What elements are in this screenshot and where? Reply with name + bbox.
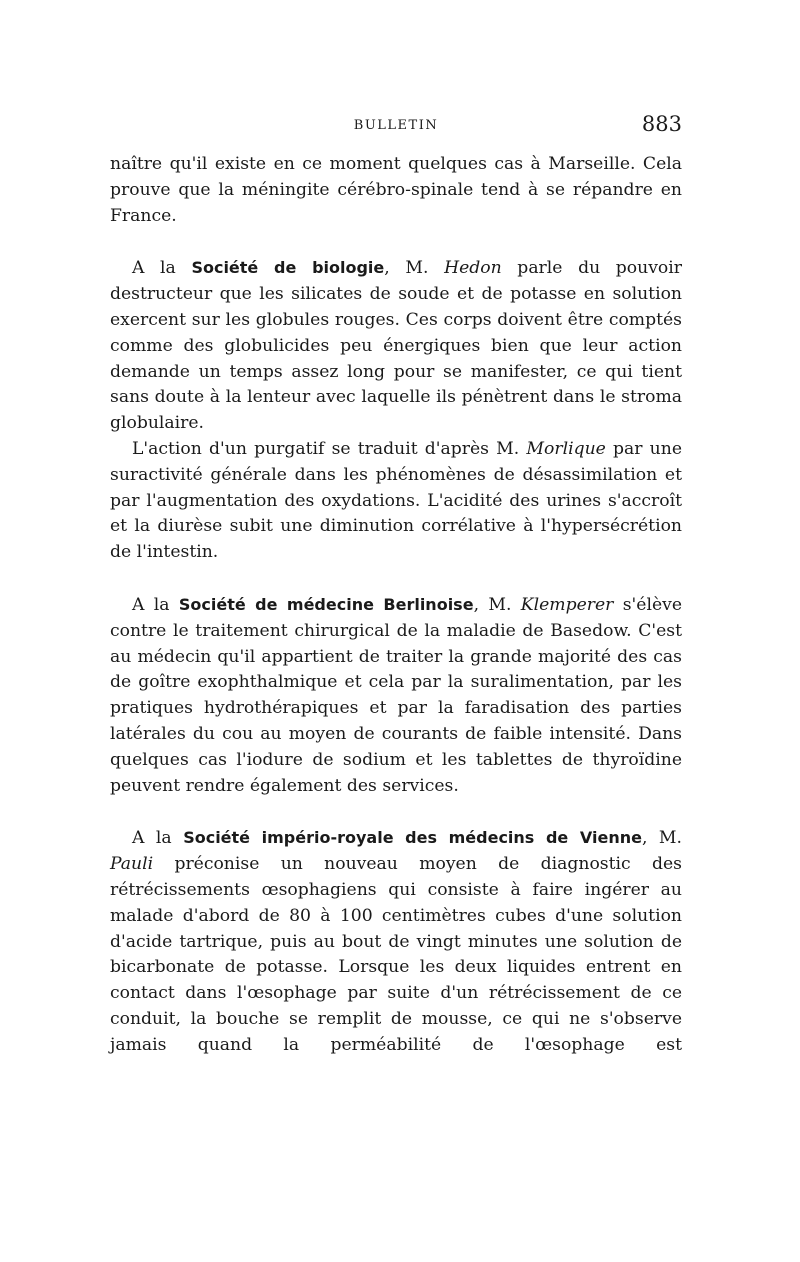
- person-name: Hedon: [444, 258, 502, 279]
- paragraph-societe-berlinoise: A la Société de médecine Berlinoise, M. Klemperer s'élève contre le traitement chirurgical de la maladie de Basedow. C'est au médecin qu'il appartient de traiter la grande majorité des cas de goître exophthalmique et cela par la suralimentation, par les pratiques hydrothérapiques et par la faradisation des parties latérales du cou au moyen de courants de faible intensité. Dans quelques cas l'iodure de sodium et les tablettes de thyroïdine peuvent rendre également des services.: [110, 594, 683, 796]
- page-body: [110, 152, 682, 1059]
- society-name: Société de biologie: [191, 258, 385, 278]
- person-name: Morlique: [526, 438, 606, 459]
- person-name: Pauli: [110, 854, 154, 875]
- paragraph-societe-biologie: A la Société de biologie, M. Hedon parle du pouvoir destructeur que les silicates de soude et de potasse en solution exercent sur les globules rouges. Ces corps doivent être comptés comme des globulicides peu énergiques bien que leur action demande un temps assez long pour se manifester, ce qui tient sans doute à la lenteur avec laquelle ils pénètrent dans le stroma globulaire.: [110, 258, 682, 434]
- page-number: 883: [641, 112, 682, 136]
- running-title: BULLETIN: [353, 118, 439, 133]
- society-name: Société império-royale des médecins de Vienne: [183, 828, 642, 848]
- person-name: Klemperer: [520, 594, 614, 615]
- society-name: Société de médecine Berlinoise: [178, 594, 474, 614]
- paragraph-purgatif: L'action d'un purgatif se traduit d'après M. Morlique par une suractivité générale dans les phénomènes de désassimilation et par l'augmentation des oxydations. L'acidité des urines s'accroît et la diurèse subit une diminution corrélative à l'hypersécrétion de l'intestin.: [110, 438, 682, 563]
- paragraph-meningitis: naître qu'il existe en ce moment quelques cas à Marseille. Cela prouve que la méningite cérébro-spinale tend à se répandre en France.: [110, 154, 682, 226]
- page-header: [110, 112, 682, 142]
- paragraph-societe-vienne: A la Société império-royale des médecins de Vienne, M. Pauli préconise un nouveau moyen de diagnostic des rétrécissements œsophagiens qui consiste à faire ingérer au malade d'abord de 80 à 100 centimètres cubes d'une solution d'acide tartrique, puis au bout de vingt minutes une solution de bicarbonate de potasse. Lorsque les deux liquides entrent en contact dans l'œsophage par suite d'un rétrécissement de ce conduit, la bouche se remplit de mousse, ce qui ne s'observe jamais quand la perméabilité de l'œsophage est: [110, 828, 682, 1055]
